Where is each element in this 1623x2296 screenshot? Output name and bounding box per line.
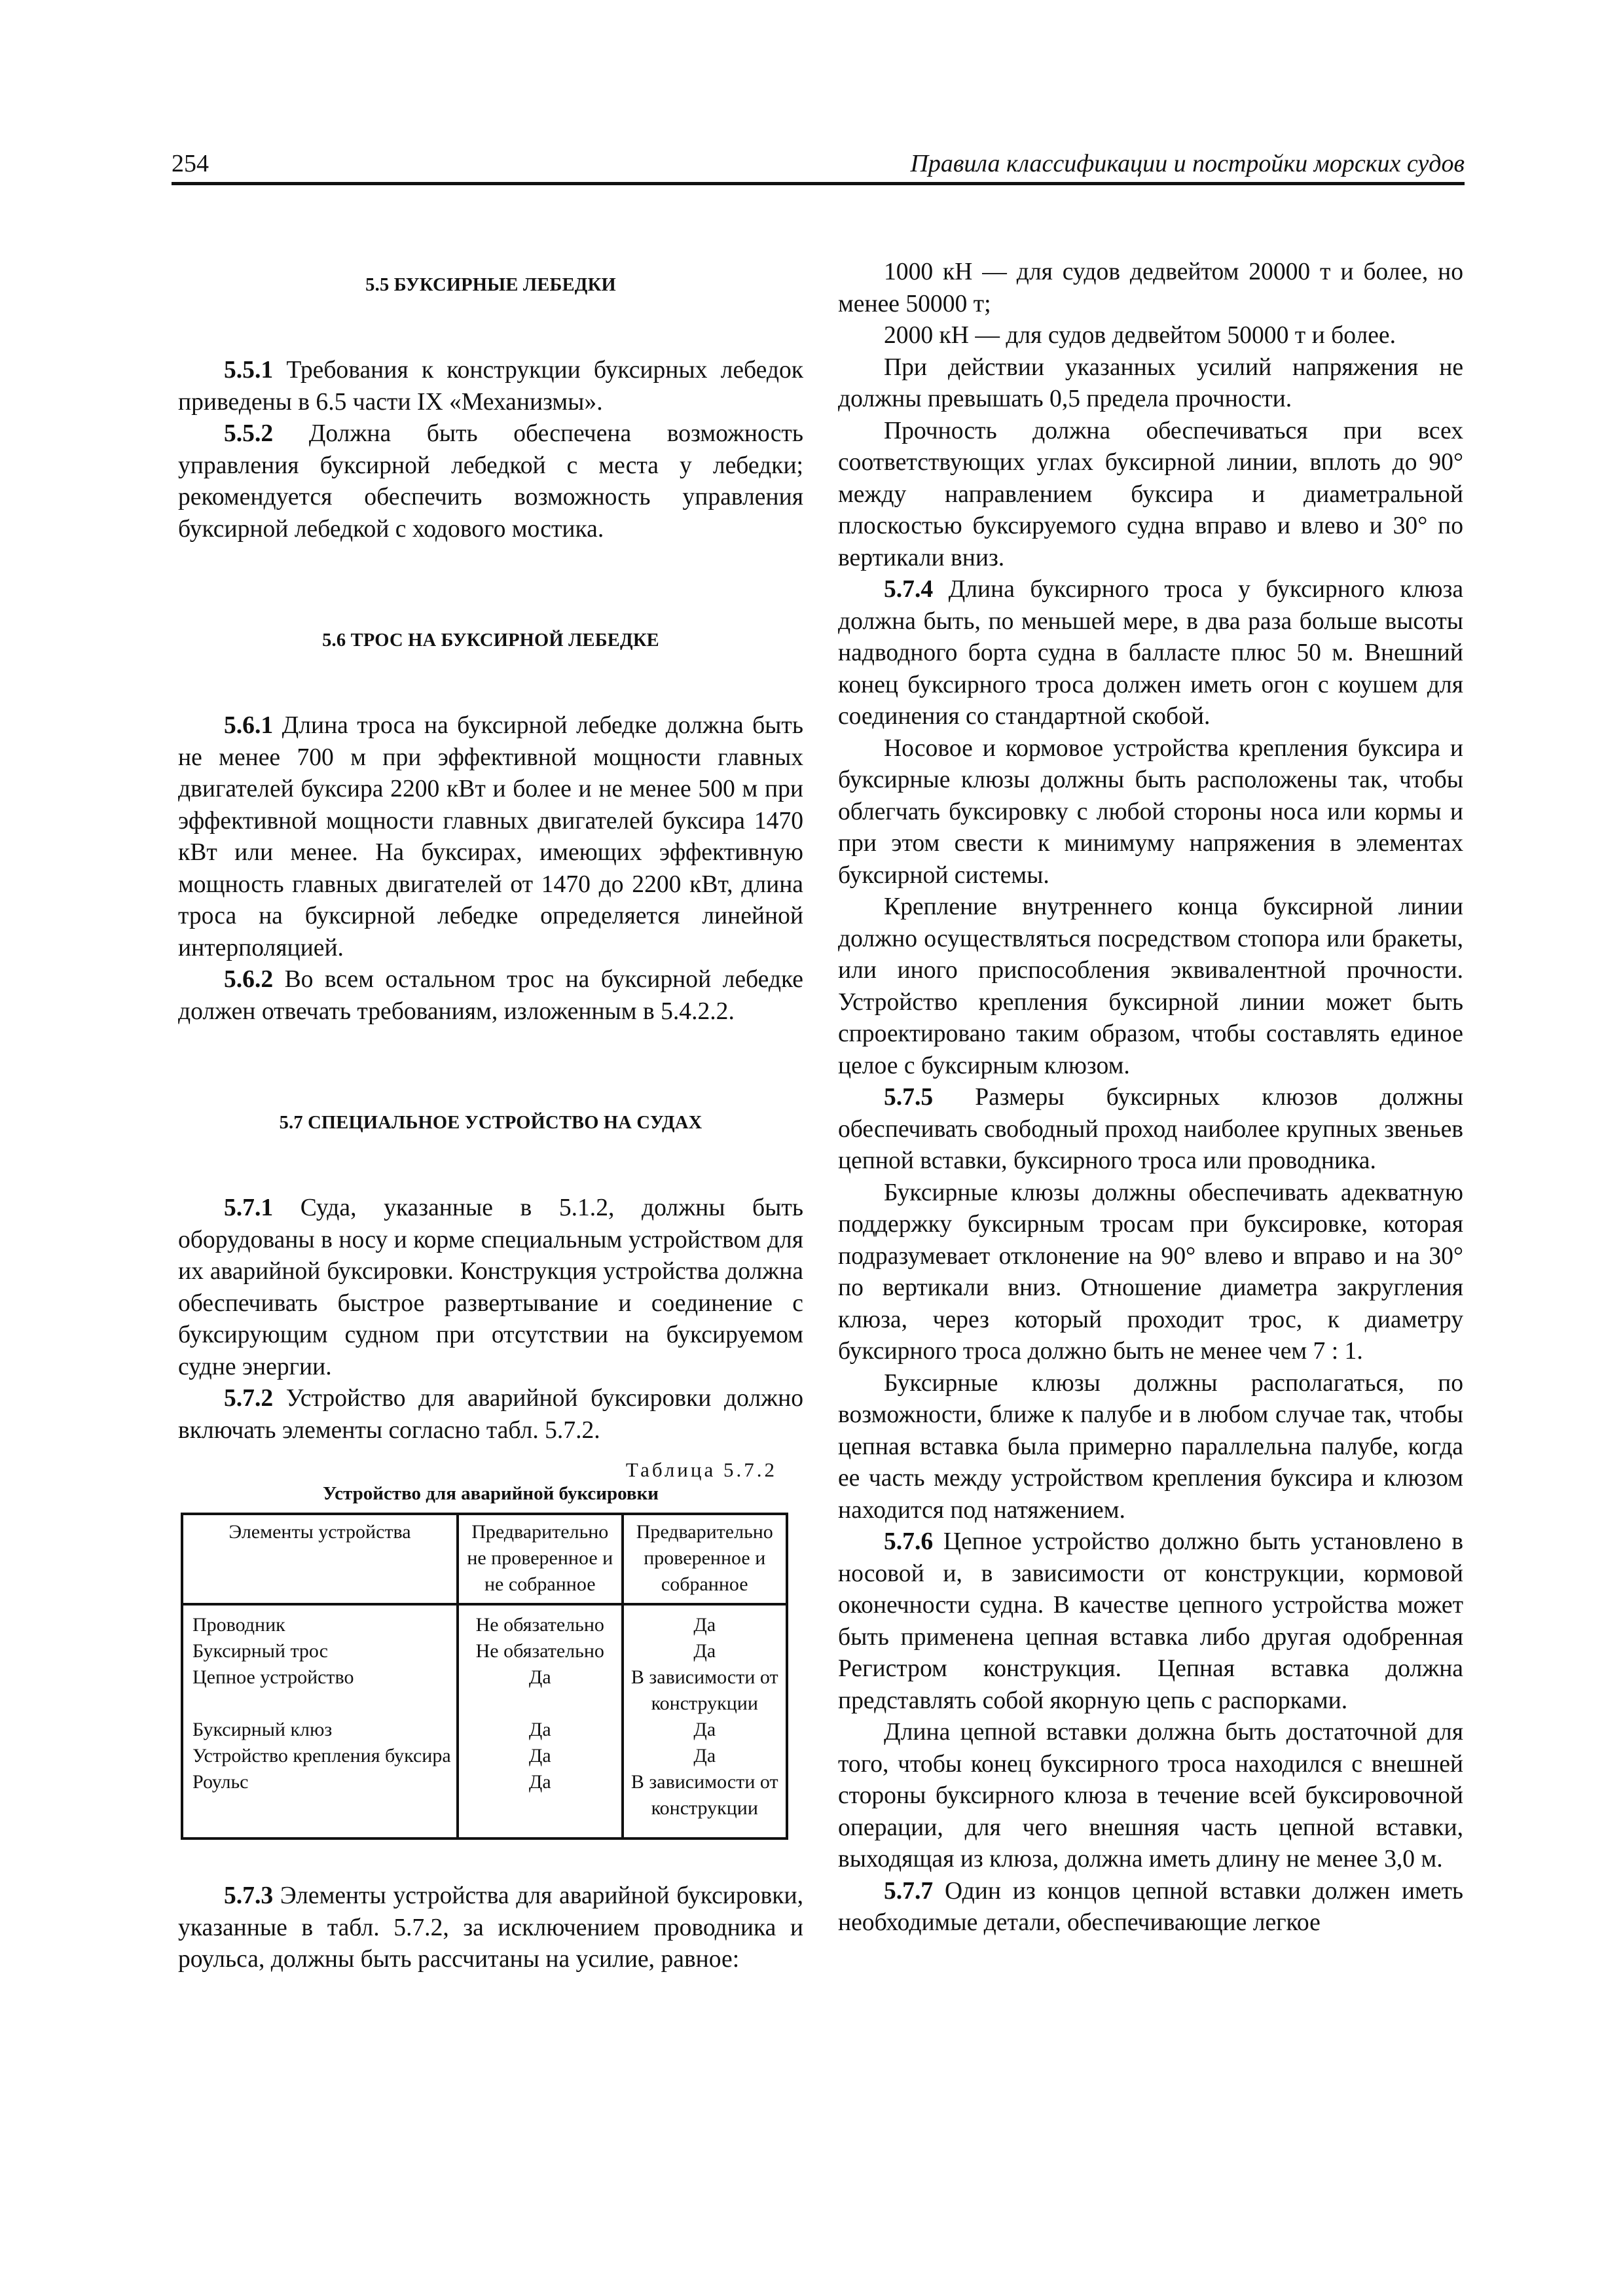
section-heading-5-5: 5.5 БУКСИРНЫЕ ЛЕБЕДКИ [365, 275, 616, 295]
table-cell: Да [623, 1717, 788, 1743]
clause-number: 5.7.5 [884, 1084, 934, 1111]
paragraph-5-7-7: 5.7.7 Один из концов цепной вставки должен иметь необходимые детали, обеспечивающие легкое [838, 1877, 1463, 1936]
paragraph-load-2000: 2000 кН — для судов дедвейтом 50000 т и более. [884, 322, 1396, 349]
page-header [172, 145, 1465, 185]
paragraph-5-7-6: 5.7.6 Цепное устройство должно быть установлено в носовой и, в зависимости от конструкции, кормовой оконечности судна. В качестве цепного устройства может быть применена цепная вставка либо другая одобренная Регистром конструкция. Цепная вставка должна представлять собой якорную цепь с распорками. [838, 1528, 1463, 1714]
section-heading-5-6: 5.6 ТРОС НА БУКСИРНОЙ ЛЕБЕДКЕ [322, 630, 659, 651]
paragraph-5-7-4: 5.7.4 Длина буксирного троса у буксирного клюза должна быть, по меньшей мере, в два раза больше высоты надводного борта судна в балласте плюс 50 м. Внешний конец буксирного троса должен иметь огон с коушем для соединения со стандартной скобой. [838, 576, 1463, 730]
running-title: Правила классификации и постройки морских судов [910, 150, 1465, 177]
clause-number: 5.6.2 [224, 966, 274, 993]
paragraph-load-1000: 1000 кН — для судов дедвейтом 20000 т и более, но менее 50000 т; [838, 259, 1463, 317]
clause-number: 5.7.3 [224, 1882, 274, 1909]
table-row [182, 1604, 787, 1638]
table-cell: Роульс [192, 1771, 249, 1793]
table-cell: Буксирный трос [192, 1640, 328, 1662]
clause-number: 5.5.2 [224, 420, 274, 447]
left-column [178, 257, 803, 1976]
paragraph-5-7-5: 5.7.5 Размеры буксирных клюзов должны обеспечивать свободный проход наиболее крупных звеньев цепной вставки, буксирного троса или проводника. [838, 1084, 1463, 1174]
table-row [182, 1664, 787, 1717]
table-label: Таблица 5.7.2 [625, 1458, 777, 1481]
table-row [182, 1769, 787, 1839]
table-row [182, 1717, 787, 1743]
clause-number: 5.7.6 [884, 1528, 934, 1555]
table-cell: Устройство крепления буксира [192, 1745, 451, 1767]
table-header: Предварительно проверенное и собранное [623, 1514, 788, 1604]
table-caption: Устройство для аварийной буксировки [323, 1483, 659, 1504]
towing-equipment-table [181, 1513, 788, 1840]
table-cell: Да [458, 1717, 622, 1743]
clause-number: 5.7.1 [224, 1194, 274, 1221]
table-cell: Буксирный клюз [192, 1719, 333, 1740]
table-cell: В зависимости от конструкции [623, 1769, 788, 1839]
table-cell: В зависимости от конструкции [623, 1664, 788, 1717]
paragraph-inner-end: Крепление внутреннего конца буксирной линии должно осуществляться посредством стопора или бракеты, или иного приспособления эквивалентной прочности. Устройство крепления буксирной линии может быть спроектировано таким образом, чтобы составлять единое целое с буксирным клюзом. [838, 893, 1463, 1079]
table-header: Элементы устройства [182, 1514, 458, 1604]
table-cell: Да [623, 1743, 788, 1769]
section-heading-5-7: 5.7 СПЕЦИАЛЬНОЕ УСТРОЙСТВО НА СУДАХ [279, 1113, 702, 1133]
paragraph-5-5-2: 5.5.2 Должна быть обеспечена возможность управления буксирной лебедкой с места у лебедки; рекомендуется обеспечить возможность управления буксирной лебедкой с ходового мостика. [178, 420, 803, 543]
table-cell: Да [623, 1604, 788, 1638]
table-cell: Да [458, 1743, 622, 1769]
clause-number: 5.6.1 [224, 712, 274, 739]
paragraph-5-6-1: 5.6.1 Длина троса на буксирной лебедке должна быть не менее 700 м при эффективной мощности главных двигателей буксира 2200 кВт и более и не менее 500 м при эффективной мощности главных двигателей буксира 1470 кВт или менее. На буксирах, имеющих эффективную мощность главных двигателей от 1470 до 2200 кВт, длина троса на буксирной лебедке определяется линейной интерполяцией. [178, 712, 803, 961]
paragraph-5-7-3: 5.7.3 Элементы устройства для аварийной буксировки, указанные в табл. 5.7.2, за исключением проводника и роульса, должны быть рассчитаны на усилие, равное: [178, 1882, 803, 1973]
table-header: Предварительно не проверенное и не собранное [458, 1514, 622, 1604]
paragraph-towing-attachment: Носовое и кормовое устройства крепления буксира и буксирные клюзы должны быть расположены так, чтобы облегчать буксировку с любой стороны носа или кормы и при этом свести к минимуму напряжения в элементах буксирной системы. [838, 734, 1463, 889]
clause-number: 5.5.1 [224, 357, 274, 384]
table-cell: Не обязательно [458, 1604, 622, 1638]
paragraph-5-7-2: 5.7.2 Устройство для аварийной буксировки должно включать элементы согласно табл. 5.7.2. [178, 1385, 803, 1444]
paragraph-fairlead-location: Буксирные клюзы должны располагаться, по возможности, ближе к палубе и в любом случае так, чтобы цепная вставка была примерно параллельна палубе, когда ее часть между устройством крепления буксира и клюзом находится под натяжением. [838, 1369, 1463, 1524]
table-cell: Цепное устройство [192, 1666, 354, 1688]
paragraph-chain-length: Длина цепной вставки должна быть достаточной для того, чтобы конец буксирного троса находился с внешней стороны буксирного клюза в течение всей буксировочной операции, для чего внешняя часть цепной вставки, выходящая из клюза, должна иметь длину не менее 3,0 м. [838, 1719, 1463, 1873]
clause-number: 5.7.2 [224, 1385, 274, 1412]
table-cell: Да [458, 1769, 622, 1839]
paragraph-5-5-1: 5.5.1 Требования к конструкции буксирных лебедок приведены в 6.5 части IX «Механизмы». [178, 357, 803, 416]
clause-number: 5.7.4 [884, 576, 934, 603]
table-cell: Проводник [192, 1614, 285, 1636]
table-cell: Да [458, 1664, 622, 1717]
table-row [182, 1743, 787, 1769]
page-number: 254 [172, 150, 209, 177]
right-column [838, 257, 1463, 1939]
paragraph-5-6-2: 5.6.2 Во всем остальном трос на буксирной лебедке должен отвечать требованиям, изложенным в 5.4.2.2. [178, 966, 803, 1025]
paragraph-5-7-1: 5.7.1 Суда, указанные в 5.1.2, должны быть оборудованы в носу и корме специальным устройством для их аварийной буксировки. Конструкция устройства должна обеспечивать быстрое развертывание и соединение с буксирующим судном при отсутствии на буксируемом судне энергии. [178, 1194, 803, 1380]
table-cell: Не обязательно [458, 1638, 622, 1664]
paragraph-strength-angles: Прочность должна обеспечиваться при всех соответствующих углах буксирной линии, вплоть до 90° между направлением буксира и диаметральной плоскостью буксируемого судна вправо и влево и 30° по вертикали вниз. [838, 417, 1463, 571]
table-cell: Да [623, 1638, 788, 1664]
clause-number: 5.7.7 [884, 1877, 934, 1905]
paragraph-stress: При действии указанных усилий напряжения не должны превышать 0,5 предела прочности. [838, 353, 1463, 412]
table-row [182, 1638, 787, 1664]
paragraph-fairlead-support: Буксирные клюзы должны обеспечивать адекватную поддержку буксирным тросам при буксировке, которая подразумевает отклонение на 90° влево и вправо и на 30° по вертикали вниз. Отношение диаметра закругления клюза, через который проходит трос, к диаметру буксирного троса должно быть не менее чем 7 : 1. [838, 1179, 1463, 1365]
